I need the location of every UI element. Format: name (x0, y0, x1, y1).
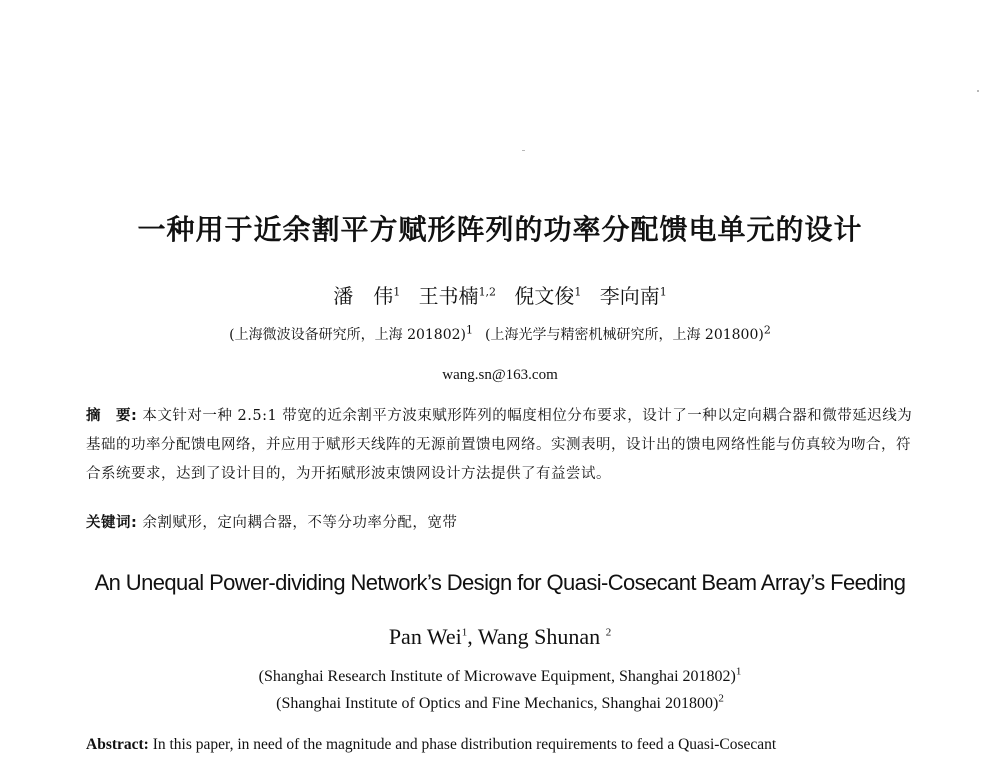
abstract-en-label: Abstract: (86, 736, 149, 753)
paper-title-cn: 一种用于近余割平方赋形阵列的功率分配馈电单元的设计 (137, 213, 863, 246)
abstract-cn-text: 本文针对一种 2.5:1 带宽的近余割平方波束赋形阵列的幅度相位分布要求，设计了一种以定向耦合器和微带延迟线为基础的功率分配馈电网络，并应用于赋形天线阵的无源前置馈电网络。实测表明，设计出的馈电网络性能与仿真较为吻合，符合系统要求，达到了设计目的，为开拓赋形波束馈网设计方法提供了有益尝试。 (86, 408, 913, 482)
affiliation-cn: (上海光学与精密机械研究所，上海 201800)$^2$ (485, 323, 771, 343)
author-cn: 李向南$^1$ (599, 284, 667, 308)
scan-speck (522, 150, 525, 151)
author-list-en (0, 624, 1000, 650)
abstract-en (86, 736, 916, 754)
abstract-cn (86, 402, 916, 489)
author-en: Wang Shunan $^2$ (477, 624, 612, 649)
author-cn: 倪文俊$^1$ (514, 284, 582, 308)
keywords-cn-text: 余割赋形，定向耦合器，不等分功率分配，宽带 (137, 515, 458, 531)
author-cn: 王书楠$^{1,2}$ (418, 284, 497, 308)
abstract-cn-label: 摘 要: (86, 408, 138, 424)
keywords-cn-label: 关键词: (86, 515, 138, 531)
affiliation-en: (Shanghai Institute of Optics and Fine Mechanics, Shanghai 201800)$^2$ (276, 692, 724, 712)
keywords-cn (86, 511, 916, 532)
scan-speck (977, 90, 979, 92)
affiliations-cn (0, 324, 1000, 344)
paper-title-en: An Unequal Power-dividing Network’s Design for Quasi-Cosecant Beam Array’s Feeding (94, 570, 906, 595)
author-cn: 潘 伟$^1$ (333, 284, 401, 308)
affiliation-en: (Shanghai Research Institute of Microwave Equipment, Shanghai 201802)$^1$ (258, 665, 742, 685)
author-email: wang.sn@163.com (442, 367, 558, 383)
author-en: Pan Wei$^1$, (388, 624, 478, 649)
author-list-cn (0, 280, 1000, 309)
abstract-en-text: In this paper, in need of the magnitude and phase distribution requirements to feed a Quasi-Cosecant (148, 736, 777, 753)
affiliation-cn: (上海微波设备研究所，上海 201802)$^1$ (229, 323, 473, 343)
